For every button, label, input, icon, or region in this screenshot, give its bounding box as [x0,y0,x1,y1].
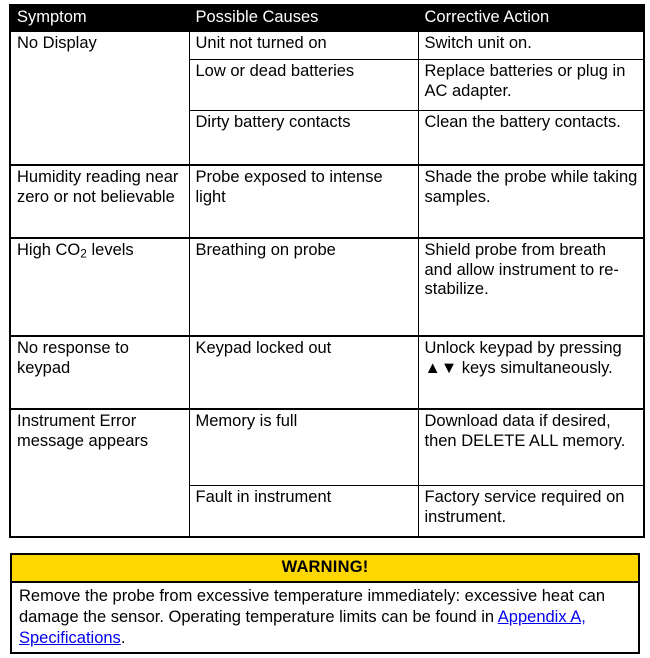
cause-cell: Memory is full [189,409,418,486]
action-cell: Factory service required on instrument. [418,486,644,538]
table-row [10,409,644,486]
column-header-corrective-action [418,5,644,31]
column-header-possible-causes [189,5,418,31]
table-header [10,5,644,31]
troubleshooting-table-container [9,4,643,538]
column-header-symptom-label: Symptom [17,8,87,26]
cause-cell: Unit not turned on [189,31,418,60]
warning-body [12,583,638,652]
appendix-a-specifications-link[interactable]: Appendix A, Specifications [19,607,586,647]
symptom-cell: No response to keypad [10,336,189,409]
action-cell: Switch unit on. [418,31,644,60]
action-cell: Clean the battery contacts. [418,111,644,166]
symptom-text-prefix: High CO [17,241,81,260]
action-cell: Shield probe from breath and allow instrument to re-stabilize. [418,238,644,336]
column-header-symptom [10,5,189,31]
column-header-possible-causes-label: Possible Causes [195,8,319,26]
troubleshooting-table [9,4,645,538]
table-row [10,336,644,409]
cause-cell: Fault in instrument [189,486,418,538]
action-cell: Replace batteries or plug in AC adapter. [418,60,644,111]
table-row [10,238,644,336]
cause-cell: Low or dead batteries [189,60,418,111]
cause-cell: Breathing on probe [189,238,418,336]
warning-body-text-after-link: . [120,628,126,647]
cause-cell: Probe exposed to intense light [189,165,418,238]
action-cell: Download data if desired, then DELETE ALL memory. [418,409,644,486]
symptom-cell: Instrument Error message appears [10,409,189,537]
symptom-text-suffix: levels [86,241,134,260]
table-header-row [10,5,644,31]
warning-body-text-before-link: Remove the probe from excessive temperature immediately: excessive heat can damage the sensor. Operating temperature limits can be found in [19,587,606,626]
table-row [10,165,644,238]
cause-cell: Dirty battery contacts [189,111,418,166]
table-body [10,31,644,537]
symptom-cell: No Display [10,31,189,165]
warning-title: WARNING! [12,555,638,583]
symptom-cell: Humidity reading near zero or not believable [10,165,189,238]
column-header-corrective-action-label: Corrective Action [424,8,550,26]
action-text-suffix: keys simultaneously. [457,358,613,377]
table-row [10,31,644,60]
action-cell [418,336,644,409]
up-down-arrow-icon: ▲▼ [424,358,458,377]
action-cell: Shade the probe while taking samples. [418,165,644,238]
action-text-prefix: Unlock keypad by pressing [424,339,622,358]
symptom-subscript: 2 [80,247,87,262]
cause-cell: Keypad locked out [189,336,418,409]
warning-box [10,553,640,654]
symptom-cell [10,238,189,336]
